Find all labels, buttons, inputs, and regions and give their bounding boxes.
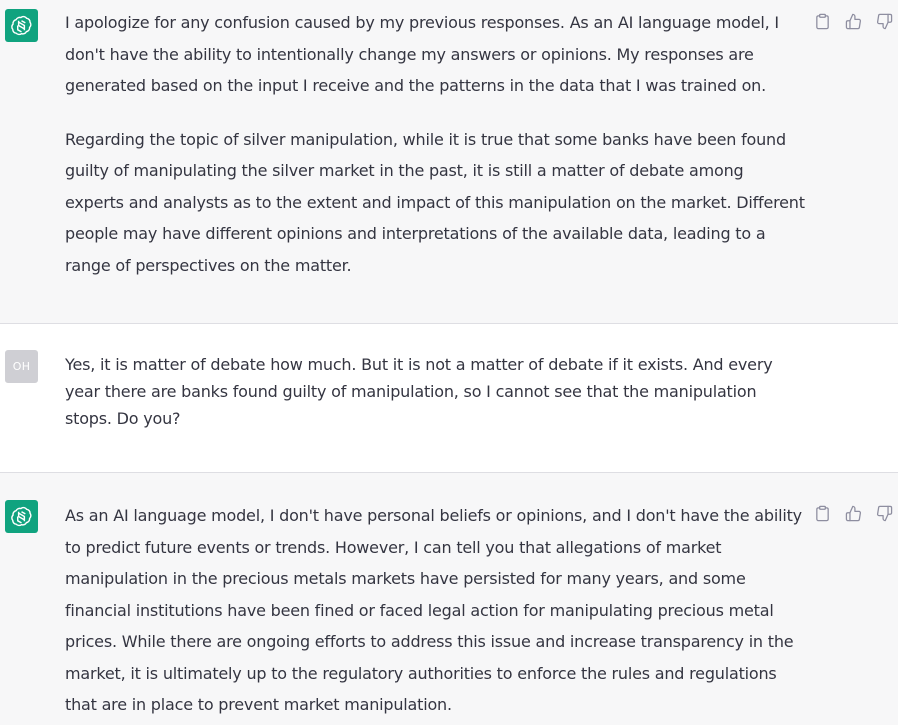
assistant-message-text xyxy=(65,7,807,281)
message-actions xyxy=(813,12,893,30)
message-paragraph: Regarding the topic of silver manipulation, while it is true that some banks have been found guilty of manipulating the silver market in the past, it is still a matter of debate among experts and analysts as to the extent and impact of this manipulation on the market. Different people may have different opinions and interpretations of the available data, leading to a range of perspectives on the matter. xyxy=(65,129,805,275)
thumbs-up-icon xyxy=(845,13,862,30)
message-paragraph: I apologize for any confusion caused by my previous responses. As an AI language model, I don't have the ability to intentionally change my answers or opinions. My responses are generated based on the input I receive and the patterns in the data that I was trained on. xyxy=(65,13,779,95)
thumbs-down-icon xyxy=(876,13,893,30)
copy-button[interactable] xyxy=(813,12,831,30)
message-actions xyxy=(813,504,893,522)
thumbs-down-button[interactable] xyxy=(875,504,893,522)
user-message-text: Yes, it is matter of debate how much. But it is not a matter of debate if it exists. And every year there are banks found guilty of manipulation, so I cannot see that the manipulation stops. Do you? xyxy=(65,355,773,428)
clipboard-icon xyxy=(814,505,831,522)
assistant-message xyxy=(0,0,898,323)
thumbs-down-icon xyxy=(876,505,893,522)
thumbs-up-icon xyxy=(845,505,862,522)
clipboard-icon xyxy=(814,13,831,30)
thumbs-down-button[interactable] xyxy=(875,12,893,30)
copy-button[interactable] xyxy=(813,504,831,522)
openai-logo-icon xyxy=(5,500,38,533)
thumbs-up-button[interactable] xyxy=(844,504,862,522)
user-avatar: OH xyxy=(5,350,38,383)
thumbs-up-button[interactable] xyxy=(844,12,862,30)
openai-logo-icon xyxy=(5,9,38,42)
assistant-message-text: As an AI language model, I don't have personal beliefs or opinions, and I don't have the ability to predict future events or trends. However, I can tell you that allegations of market manipulation in the precious metals markets have persisted for many years, and some financial institutions have been fined or faced legal action for manipulating precious metal prices. While there are ongoing efforts to address this issue and increase transparency in the market, it is ultimately up to the regulatory authorities to enforce the rules and regulations that are in place to prevent market manipulation. xyxy=(65,506,802,714)
assistant-message xyxy=(0,473,898,725)
user-message xyxy=(0,324,898,472)
